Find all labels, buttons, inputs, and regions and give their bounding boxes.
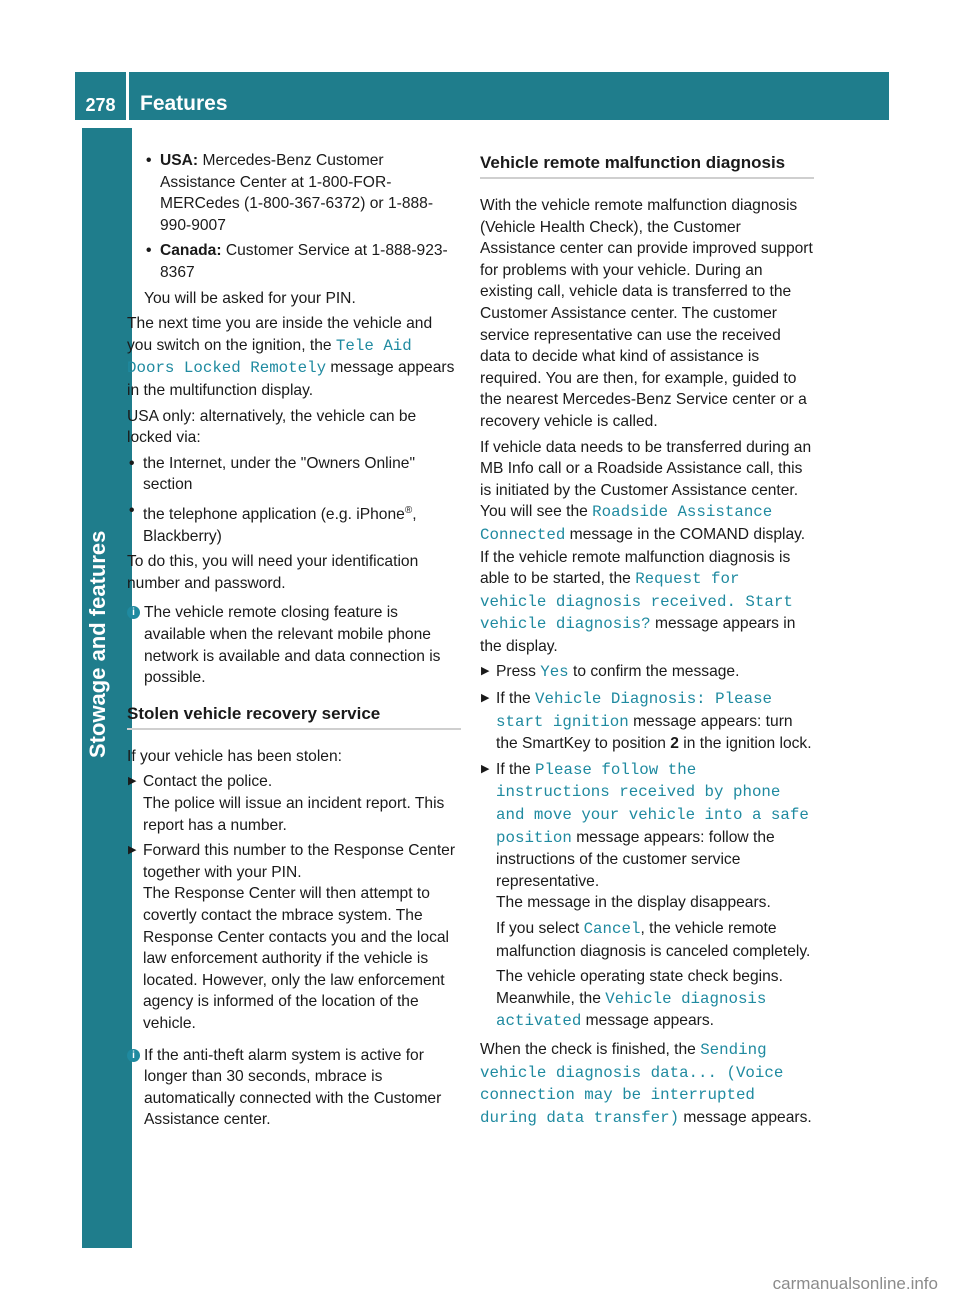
watermark: carmanualsonline.info bbox=[772, 1274, 938, 1293]
paragraph: With the vehicle remote malfunction diagnosis (Vehicle Health Check), the Customer Assistance center can provide improved support for problems with your vehicle. During an existing call, vehicle data is transferred to the Customer Assistance center. The customer service representative can use the received data to decide what kind of assistance is required. You are then, for example, guided to the nearest Mercedes-Benz Service center or a recovery vehicle is called. bbox=[480, 197, 813, 430]
info-icon: i bbox=[127, 1049, 140, 1062]
paragraph: When the check is finished, the Sending vehicle diagnosis data... (Voice connection may be interrupted during data transfer) message appears. bbox=[480, 1040, 812, 1127]
arrow-icon: ▶ bbox=[481, 692, 490, 705]
arrow-icon: ▶ bbox=[481, 762, 490, 775]
left-column bbox=[127, 150, 461, 1135]
pin-note: You will be asked for your PIN. bbox=[144, 289, 356, 307]
step-item: ▶ Contact the police. The police will issue an incident report. This report has a number. bbox=[128, 773, 445, 834]
info-note: i The vehicle remote closing feature is available when the relevant mobile phone network is available and data connection is possible. bbox=[127, 602, 461, 688]
page-number: 278 bbox=[85, 95, 116, 115]
paragraph: To do this, you will need your identification number and password. bbox=[127, 553, 419, 592]
info-note: i If the anti-theft alarm system is active for longer than 30 seconds, mbrace is automatically connected with the Customer Assistance center. bbox=[127, 1045, 461, 1131]
section-heading: Vehicle remote malfunction diagnosis bbox=[480, 150, 814, 179]
arrow-icon: ▶ bbox=[128, 844, 137, 857]
side-section-label bbox=[85, 540, 125, 580]
header-separator bbox=[126, 72, 129, 120]
arrow-icon: ▶ bbox=[128, 775, 137, 788]
list-item: • the Internet, under the "Owners Online" section bbox=[127, 453, 461, 496]
list-item: • the telephone application (e.g. iPhone®, Blackberry) bbox=[127, 500, 461, 547]
paragraph: The next time you are inside the vehicle and you switch on the ignition, the Tele Aid Doors Locked Remotely message appears in the multifunction display. bbox=[127, 315, 455, 399]
paragraph: The vehicle operating state check begins. Meanwhile, the Vehicle diagnosis activated message appears. bbox=[496, 968, 783, 1031]
section-heading: Stolen vehicle recovery service bbox=[127, 701, 461, 730]
paragraph: If vehicle data needs to be transferred during an MB Info call or a Roadside Assistance call, this is initiated by the Customer Assistance center. You will see the Roadside Assistance Connected message in the COMAND display. If the vehicle remote malfunction diagnosis is able to be started, the Request for vehicle diagnosis received. Start vehicle diagnosis? message appears in the display. bbox=[480, 438, 812, 655]
page-title: Features bbox=[140, 92, 228, 115]
step-item: ▶ If the Vehicle Diagnosis: Please start ignition message appears: turn the SmartKey to position 2 in the ignition lock. bbox=[481, 690, 812, 753]
paragraph: USA only: alternatively, the vehicle can be locked via: bbox=[127, 407, 417, 447]
arrow-icon: ▶ bbox=[481, 665, 490, 678]
step-item: ▶ Forward this number to the Response Center together with your PIN. The Response Center will then attempt to covertly contact the mbrace system. The Response Center contacts you and the local law enforcement authority if the vehicle is located. However, only the law enforcement agency is informed of the location of the vehicle. bbox=[128, 842, 456, 1032]
list-item: • USA: Mercedes-Benz Customer Assistance Center at 1-800-FOR-MERCedes (1-800-367-6372) or 1-888-990-9007 bbox=[144, 150, 461, 236]
info-icon: i bbox=[127, 606, 140, 619]
list-item: • Canada: Customer Service at 1-888-923-8367 bbox=[144, 240, 461, 283]
paragraph: If your vehicle has been stolen: bbox=[127, 747, 342, 765]
right-column bbox=[480, 150, 814, 1133]
step-item: ▶ Press Yes to confirm the message. bbox=[481, 663, 740, 682]
step-item: ▶ If the Please follow the instructions received by phone and move your vehicle into a safe position message appears: follow the instructions of the customer service representative. The message in the display disappears. bbox=[481, 760, 809, 912]
paragraph: If you select Cancel, the vehicle remote malfunction diagnosis is canceled completely. bbox=[496, 920, 811, 960]
